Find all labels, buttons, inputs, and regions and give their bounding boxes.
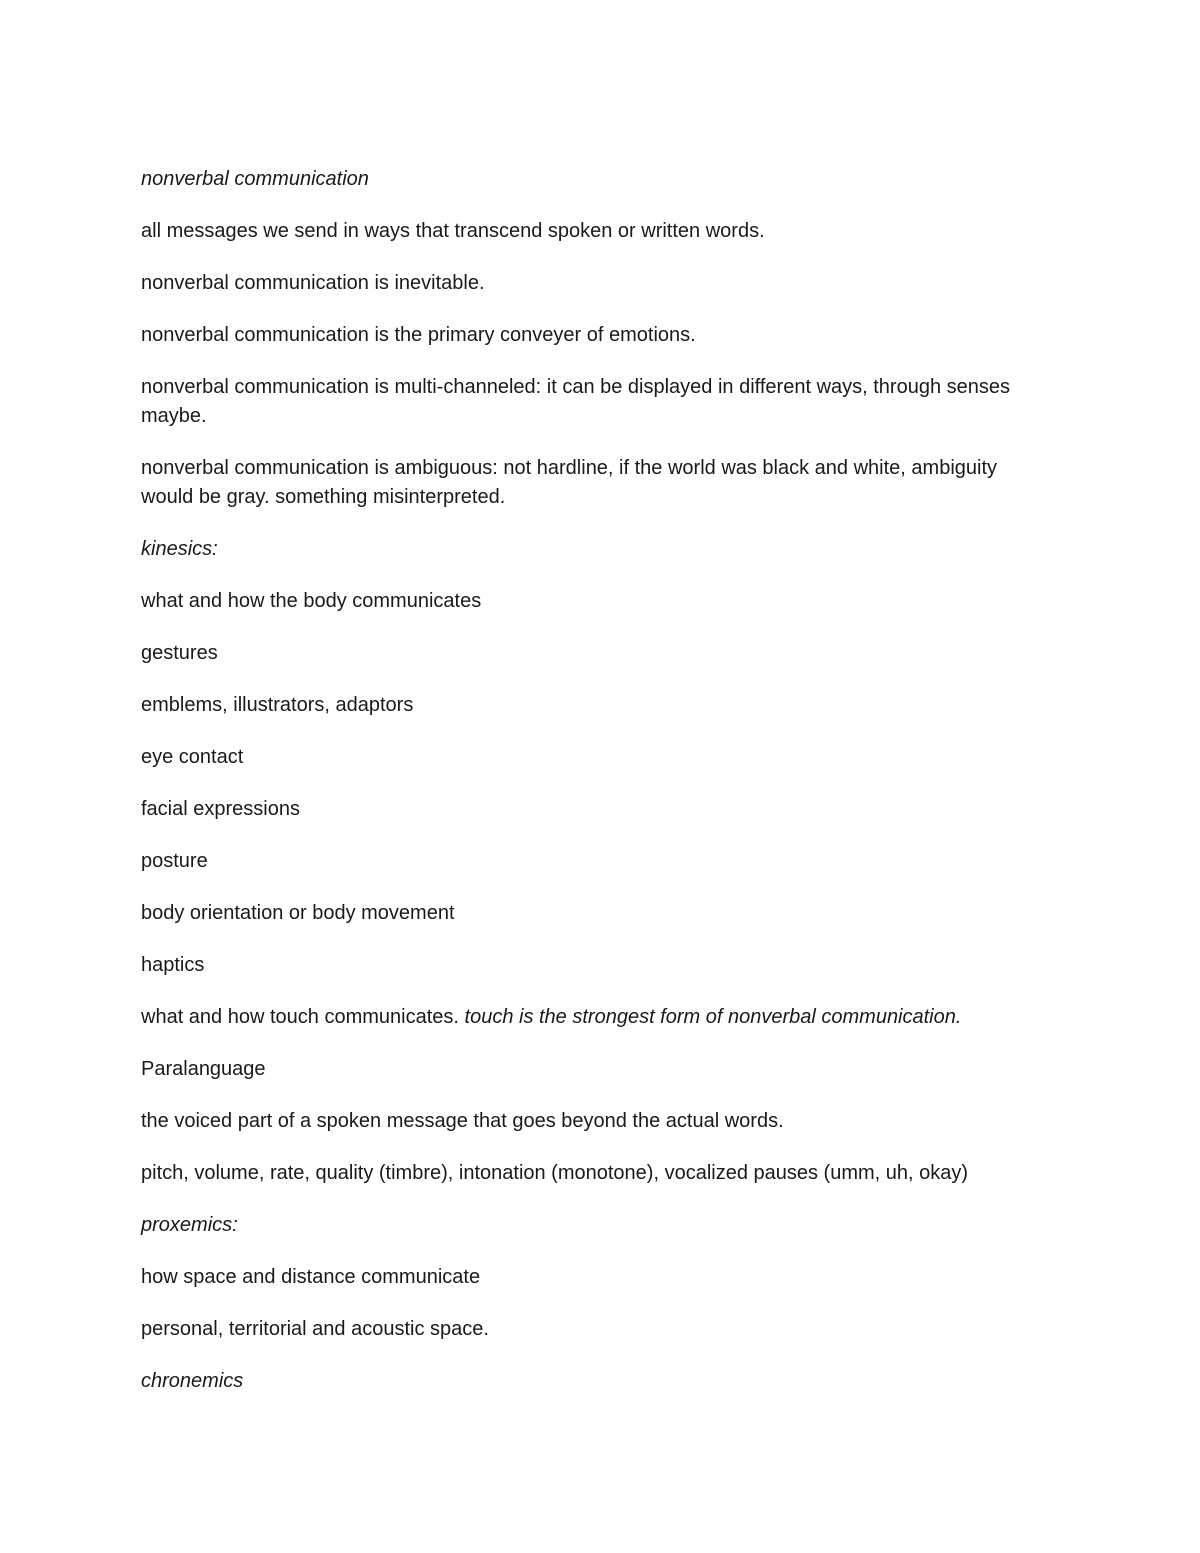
paralanguage-definition: the voiced part of a spoken message that goes beyond the actual words. xyxy=(141,1110,784,1132)
haptics-definition xyxy=(141,1003,1041,1032)
item-posture: posture xyxy=(141,850,208,872)
paralanguage-items: pitch, volume, rate, quality (timbre), intonation (monotone), vocalized pauses (umm, uh, okay) xyxy=(141,1162,969,1184)
heading-nonverbal-communication: nonverbal communication xyxy=(141,168,369,190)
point-emotions: nonverbal communication is the primary conveyer of emotions. xyxy=(141,324,696,346)
heading-haptics: haptics xyxy=(141,954,205,976)
heading-kinesics: kinesics: xyxy=(141,538,218,560)
item-gestures: gestures xyxy=(141,642,218,664)
heading-proxemics: proxemics: xyxy=(141,1214,238,1236)
kinesics-definition: what and how the body communicates xyxy=(141,590,482,612)
point-multi-channeled: nonverbal communication is multi-channeled: it can be displayed in different ways, through senses maybe. xyxy=(141,376,1011,427)
proxemics-definition: how space and distance communicate xyxy=(141,1266,481,1288)
item-facial-expressions: facial expressions xyxy=(141,798,300,820)
heading-paralanguage: Paralanguage xyxy=(141,1058,266,1080)
haptics-emphasis: touch is the strongest form of nonverbal communication. xyxy=(464,1006,962,1028)
point-inevitable: nonverbal communication is inevitable. xyxy=(141,272,485,294)
point-ambiguous: nonverbal communication is ambiguous: not hardline, if the world was black and white, ambiguity would be gray. something misinterpreted. xyxy=(141,457,998,508)
document-page xyxy=(141,165,1041,1419)
haptics-definition-text: what and how touch communicates. xyxy=(141,1006,465,1028)
item-emblems: emblems, illustrators, adaptors xyxy=(141,694,414,716)
item-body-orientation: body orientation or body movement xyxy=(141,902,455,924)
proxemics-items: personal, territorial and acoustic space. xyxy=(141,1318,489,1340)
item-eye-contact: eye contact xyxy=(141,746,244,768)
definition-nonverbal: all messages we send in ways that transcend spoken or written words. xyxy=(141,220,765,242)
heading-chronemics: chronemics xyxy=(141,1370,244,1392)
